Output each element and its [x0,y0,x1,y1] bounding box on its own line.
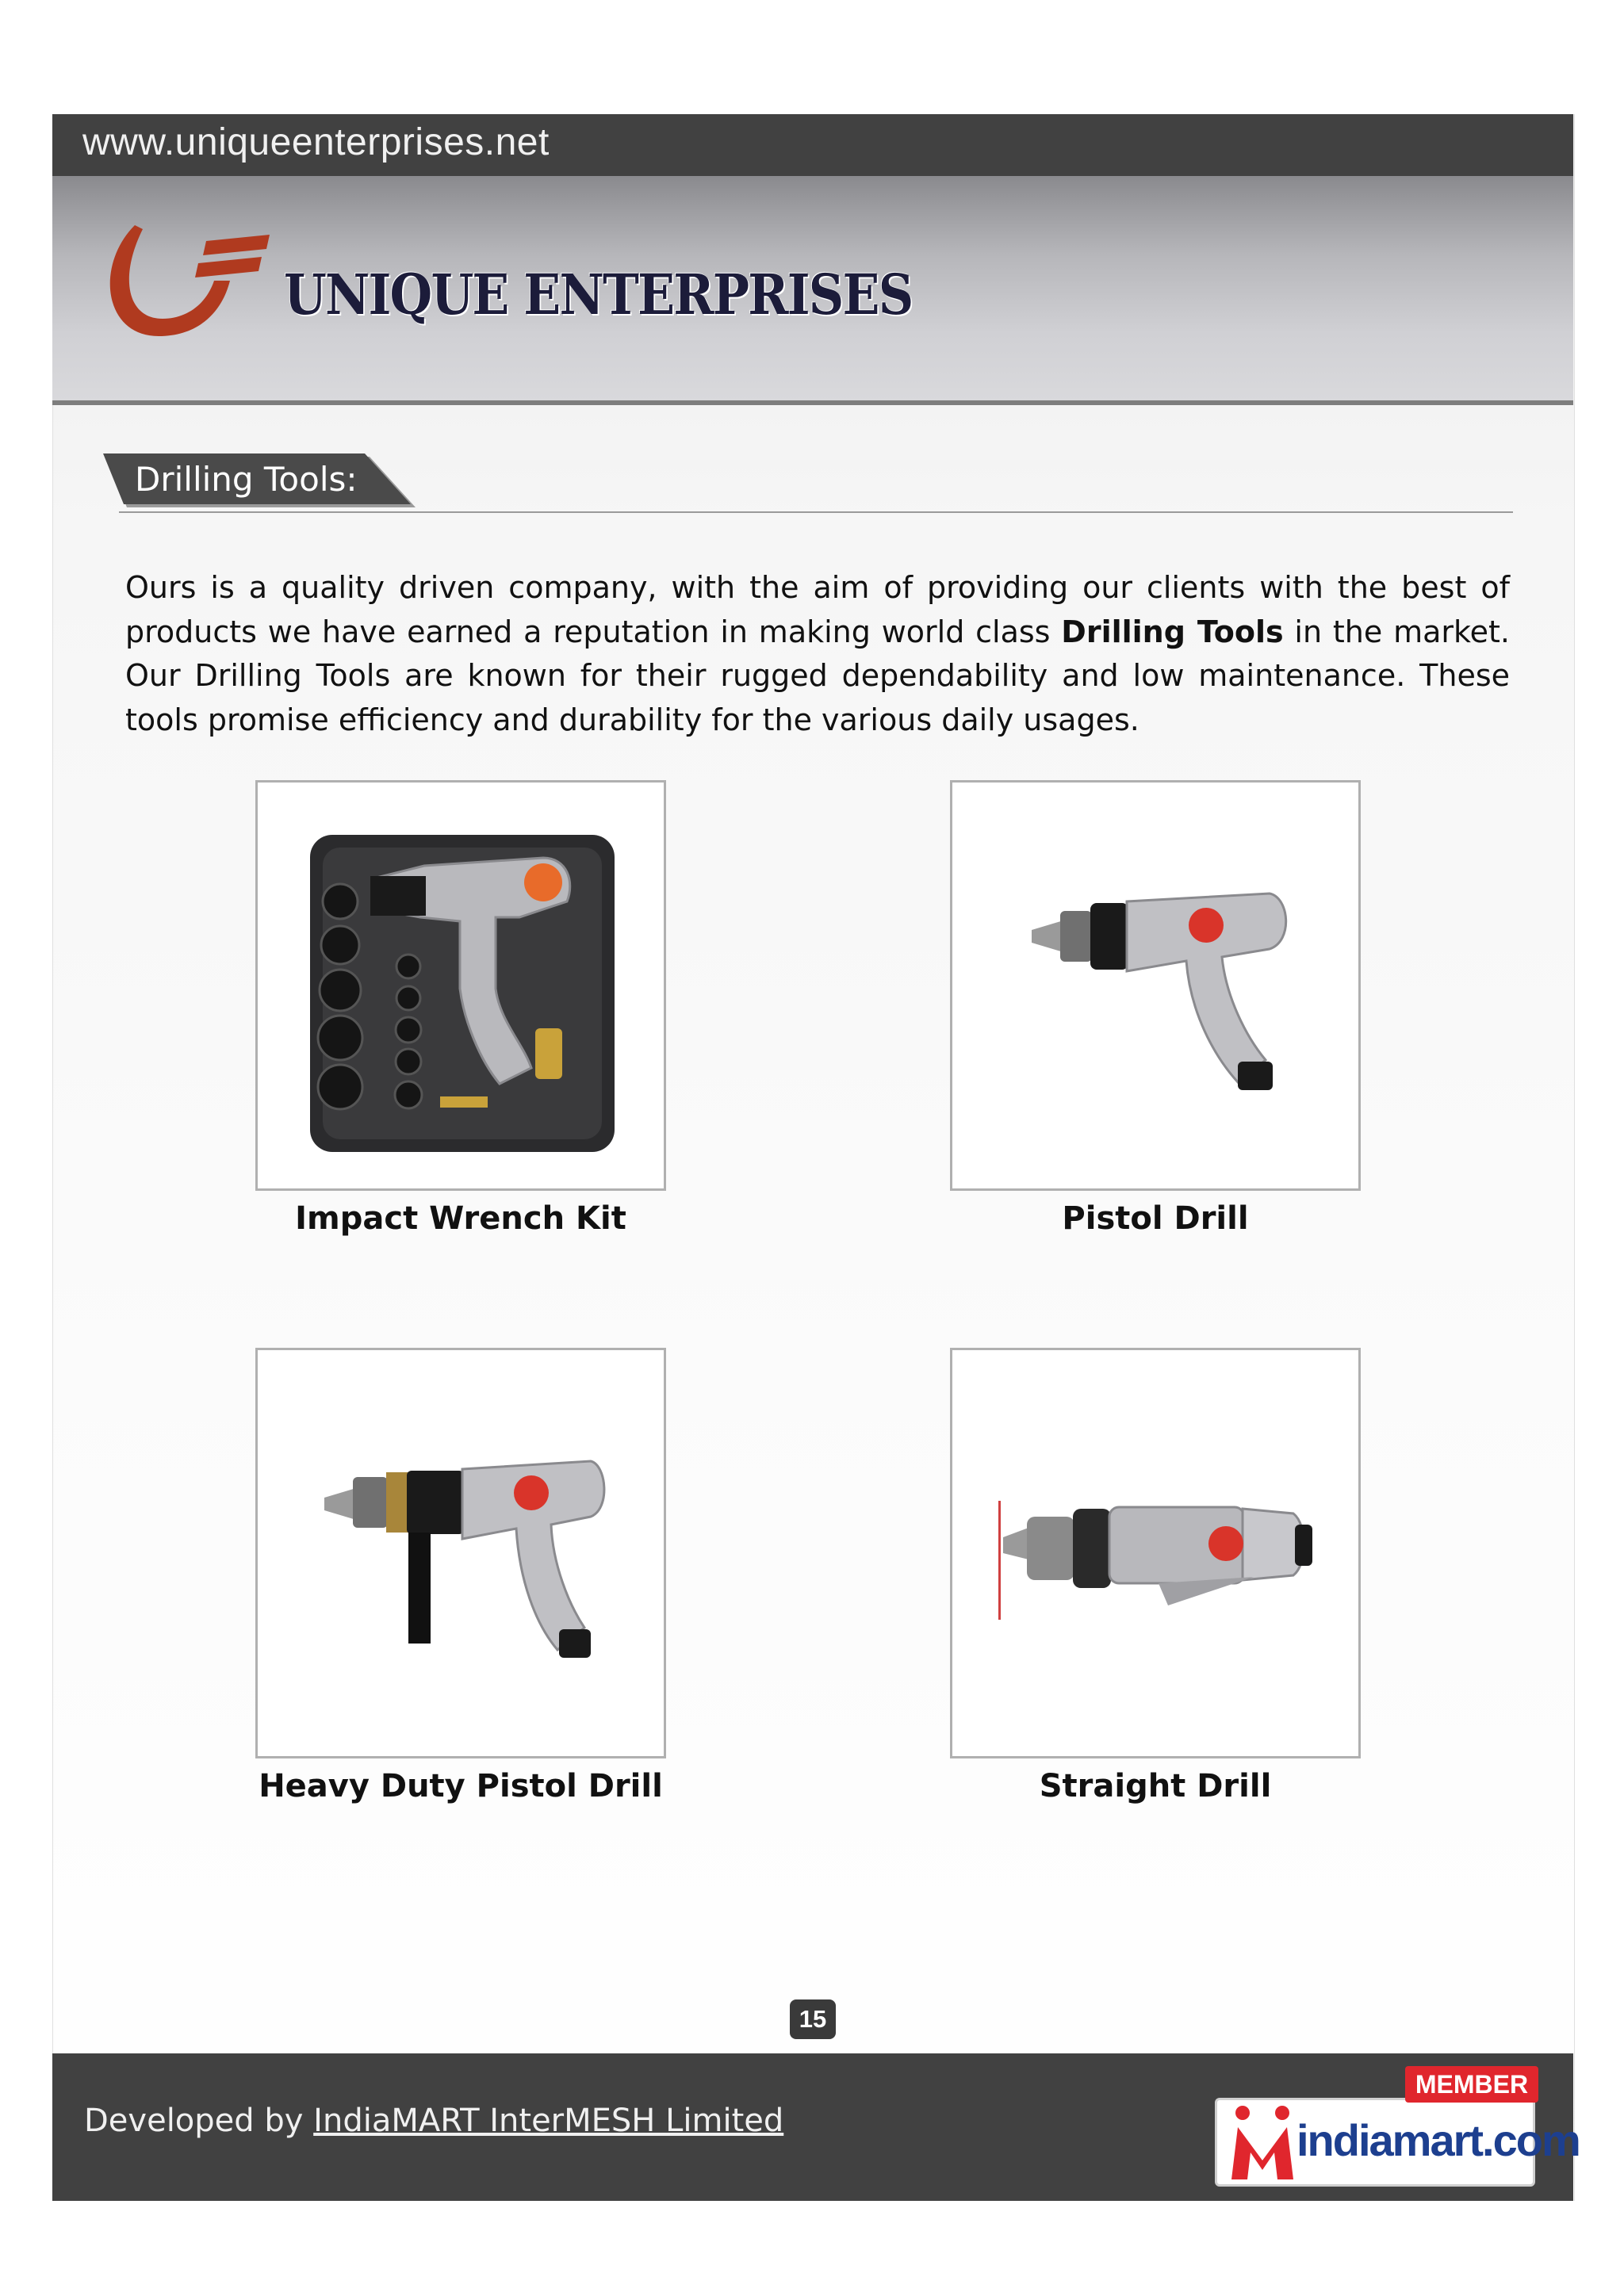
product-label-pistol-drill[interactable]: Pistol Drill [1062,1200,1249,1237]
product-label-impact-wrench-kit[interactable]: Impact Wrench Kit [295,1200,626,1237]
pistol-drill-icon [952,783,1358,1188]
footer-bar [52,2053,1580,2201]
indiamart-logo-icon [1227,2103,1298,2183]
impact-wrench-kit-icon [258,783,664,1188]
top-bar [52,114,1573,176]
company-logo-icon [87,217,270,368]
developed-by-text: Developed by IndiaMART InterMESH Limited [84,2103,784,2139]
product-image-straight-drill[interactable] [950,1348,1361,1758]
intro-highlight: Drilling Tools [1061,614,1284,649]
page-number: 15 [790,1999,836,2039]
indiamart-member-badge[interactable] [1215,2066,1580,2190]
section-divider [119,511,1513,513]
product-label-straight-drill[interactable]: Straight Drill [1039,1768,1272,1804]
product-label-heavy-duty-pistol-drill[interactable]: Heavy Duty Pistol Drill [259,1768,663,1804]
site-url[interactable]: www.uniqueenterprises.net [82,121,550,163]
section-title: Drilling Tools: [135,460,358,499]
badge-box [1215,2098,1580,2187]
straight-drill-icon [952,1350,1358,1756]
developer-link[interactable]: IndiaMART InterMESH Limited [313,2103,784,2139]
company-name: UNIQUE ENTERPRISES [284,262,913,327]
heavy-duty-pistol-drill-icon [258,1350,664,1756]
member-tag: MEMBER [1405,2066,1538,2103]
intro-paragraph: Ours is a quality driven company, with the aim of providing our clients with the best of products we have earned a reputation in making world class Drilling Tools in the market. Our Drilling Tools are known for their rugged dependability and low maintenance. These tools promise efficiency and durability for the various daily usages. [125,570,1510,737]
header-banner [52,176,1573,405]
badge-text: indiamart.com [1297,2115,1580,2165]
product-image-impact-wrench-kit[interactable] [255,780,666,1191]
product-image-pistol-drill[interactable] [950,780,1361,1191]
product-image-heavy-duty-pistol-drill[interactable] [255,1348,666,1758]
